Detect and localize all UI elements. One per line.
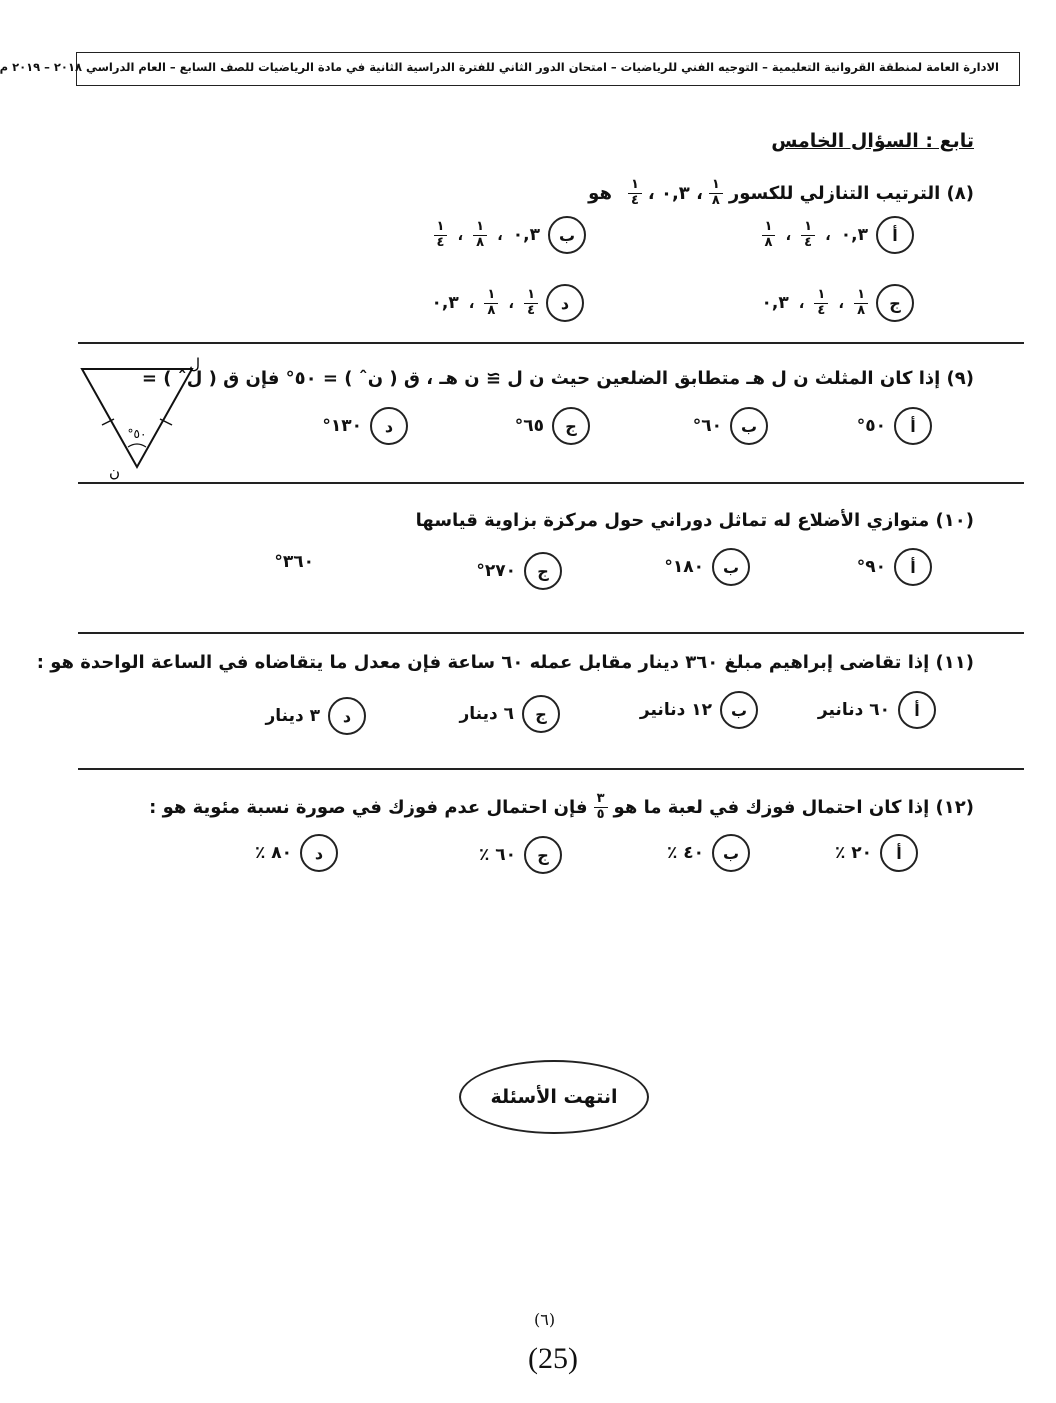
q11-option-c[interactable]: ج ٦ دينار xyxy=(459,695,560,733)
divider xyxy=(78,768,1024,770)
q12-option-c[interactable]: ج ٦٠ ٪ xyxy=(479,836,562,874)
option-letter-circle: أ xyxy=(876,216,914,254)
q9-option-a[interactable]: أ ٥٠° xyxy=(857,407,932,445)
option-letter-circle: أ xyxy=(880,834,918,872)
q12-option-b[interactable]: ب ٤٠ ٪ xyxy=(667,834,750,872)
section-title: تابع : السؤال الخامس xyxy=(771,130,974,152)
q8-option-c[interactable]: ج $\frac{١}{٨}$ ، $\frac{١}{٤}$ ، ٠,٣ xyxy=(762,284,915,322)
triangle-angle-label: ٥٠° xyxy=(127,427,147,441)
triangle-vertex-n: ن xyxy=(108,463,120,481)
option-letter-circle: أ xyxy=(894,407,932,445)
q8-fraction-2: $\frac{١}{٤}$ xyxy=(628,178,642,209)
q10-option-c[interactable]: ج ٢٧٠° xyxy=(476,552,562,590)
page-number-arabic: (٦) xyxy=(534,1310,556,1329)
option-letter-circle: أ xyxy=(898,691,936,729)
q11-option-d[interactable]: د ٣ دينار xyxy=(265,697,366,735)
q8-option-a[interactable]: أ ٠,٣ ، $\frac{١}{٤}$ ، $\frac{١}{٨}$ xyxy=(762,216,915,254)
question-12: (١٢) إذا كان احتمال فوزك في لعبة ما هو $\frac{٣}{٥}$ فإن احتمال عدم فوزك في صورة نسبة مئوية هو : xyxy=(149,791,974,822)
option-letter-circle: د xyxy=(370,407,408,445)
q8-option-b[interactable]: ب ٠,٣ ، $\frac{١}{٨}$ ، $\frac{١}{٤}$ xyxy=(434,216,587,254)
q12-fraction: $\frac{٣}{٥}$ xyxy=(594,792,608,823)
q10-option-a[interactable]: أ ٩٠° xyxy=(857,548,932,586)
option-letter-circle: ج xyxy=(876,284,914,322)
divider xyxy=(78,342,1024,344)
q12-option-d[interactable]: د ٨٠ ٪ xyxy=(255,834,338,872)
question-9: (٩) إذا كان المثلث ن ل هـ متطابق الضلعين حيث ن ل ≅ ن هـ ، ق ( نˆ ) = ٥٠° فإن ق ( لˆ ) = xyxy=(141,368,974,389)
header-text: الادارة العامة لمنطقة القروانية التعليمية – التوجيه الفني للرياضيات – امتحان الدور الثاني للفترة الدراسية الثانية في مادة الرياضيات للصف السابع – العام الدراسي ٢٠١٨ – ٢٠١٩ م xyxy=(0,60,999,74)
triangle-figure xyxy=(74,355,214,485)
divider xyxy=(78,632,1024,634)
triangle-vertex-l: ل xyxy=(189,355,200,373)
option-letter-circle: ج xyxy=(524,552,562,590)
q9-option-c[interactable]: ج ٦٥° xyxy=(515,407,590,445)
q10-option-b[interactable]: ب ١٨٠° xyxy=(664,548,750,586)
question-10: (١٠) متوازي الأضلاع له تماثل دوراني حول مركزة بزاوية قياسها xyxy=(415,510,974,531)
option-letter-circle: د xyxy=(300,834,338,872)
option-letter-circle: ب xyxy=(720,691,758,729)
q9-option-b[interactable]: ب ٦٠° xyxy=(693,407,768,445)
option-letter-circle: أ xyxy=(894,548,932,586)
q8-mid: ، ٠,٣ ، xyxy=(647,182,703,204)
option-letter-circle: ب xyxy=(712,548,750,586)
divider xyxy=(78,482,1024,484)
q11-option-b[interactable]: ب ١٢ دنانير xyxy=(640,691,758,729)
q10-option-d[interactable]: ٣٦٠° xyxy=(274,552,314,572)
option-letter-circle: د xyxy=(328,697,366,735)
option-letter-circle: ج xyxy=(552,407,590,445)
option-letter-circle: ب xyxy=(548,216,586,254)
question-11: (١١) إذا تقاضى إبراهيم مبلغ ٣٦٠ دينار مقابل عمله ٦٠ ساعة فإن معدل ما يتقاضاه في الساعة الواحدة هو : xyxy=(36,652,974,673)
q11-option-a[interactable]: أ ٦٠ دنانير xyxy=(818,691,936,729)
question-8 xyxy=(588,178,974,209)
q9-option-d[interactable]: د ١٣٠° xyxy=(322,407,408,445)
option-letter-circle: ج xyxy=(522,695,560,733)
option-letter-circle: ج xyxy=(524,836,562,874)
q8-suffix: هو xyxy=(588,182,612,204)
q8-option-d[interactable]: د $\frac{١}{٤}$ ، $\frac{١}{٨}$ ، ٠,٣ xyxy=(432,284,585,322)
option-letter-circle: ب xyxy=(730,407,768,445)
end-text: انتهت الأسئلة xyxy=(490,1086,618,1108)
q8-prefix: (٨) الترتيب التنازلي للكسور xyxy=(728,182,974,204)
q8-fraction-1: $\frac{١}{٨}$ xyxy=(709,178,723,209)
q12-option-a[interactable]: أ ٢٠ ٪ xyxy=(835,834,918,872)
end-of-questions-oval xyxy=(459,1060,649,1134)
page-number: (25) xyxy=(528,1342,578,1375)
option-letter-circle: ب xyxy=(712,834,750,872)
option-letter-circle: د xyxy=(546,284,584,322)
